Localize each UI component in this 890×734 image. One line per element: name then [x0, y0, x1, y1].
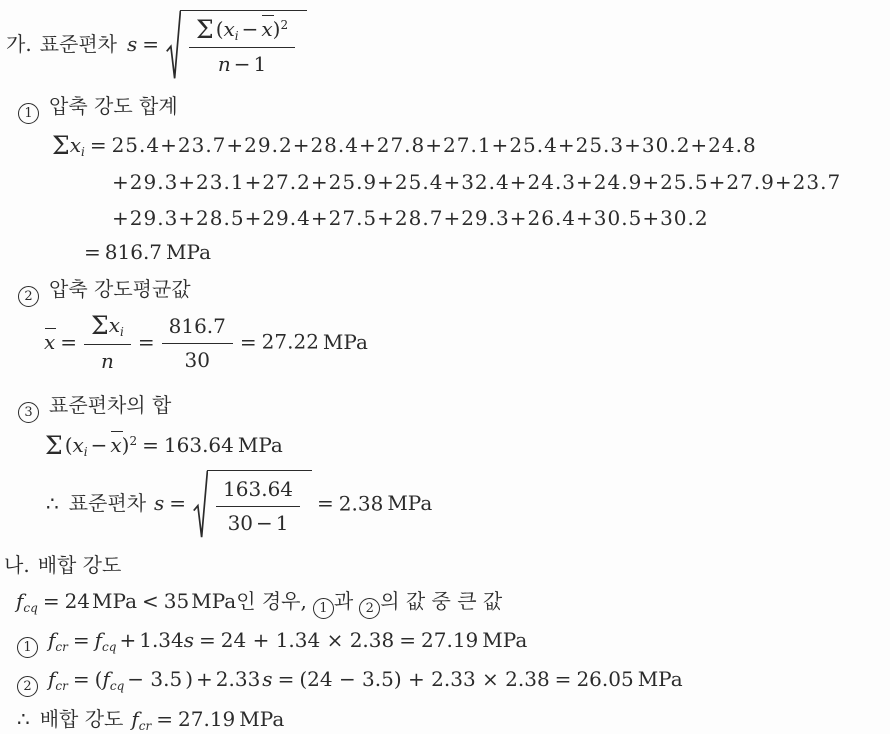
minus-sign: − [256, 510, 273, 535]
equals-sign: = [169, 491, 187, 516]
equals-sign: = [317, 491, 334, 516]
var-s: s [154, 491, 165, 516]
condition-text-2: 과 [333, 588, 354, 613]
equals-sign: = [399, 627, 417, 652]
x-bar: x [110, 432, 122, 457]
line-stddev-definition [6, 10, 890, 81]
line-stddev-conclusion [46, 470, 890, 540]
circled-number-2: 2 [359, 598, 380, 619]
unit-mpa: MPa [482, 627, 528, 652]
open-paren: ( [94, 666, 103, 691]
line-item3-title [18, 392, 890, 423]
equals-sign: = [554, 666, 572, 691]
section-b-title: 배합 강도 [37, 552, 122, 577]
var-x: x [72, 432, 84, 457]
var-x: x [69, 133, 81, 158]
circled-number-1: 1 [17, 637, 38, 658]
equals-sign: = [72, 666, 90, 691]
unit-mpa: MPa [637, 666, 683, 691]
radical-sign-icon [193, 470, 208, 540]
unit-mpa: MPa [322, 329, 368, 354]
fraction-numerator [84, 311, 131, 343]
equals-sign: = [72, 627, 90, 652]
circled-number-2: 2 [17, 676, 38, 697]
sum-values-line2: +29.3+23.1+27.2+25.9+25.4+32.4+24.3+24.9+25.5+27.9+23.7 [112, 170, 842, 195]
case1-result: 27.19 [421, 627, 479, 652]
var-f: f [131, 706, 139, 731]
var-f: f [16, 588, 24, 613]
equals-sign: = [239, 329, 257, 354]
var-s: s [262, 666, 273, 691]
line-sum-values-2 [112, 169, 890, 196]
unit-mpa: MPa [92, 588, 137, 613]
line-deviation-sum [45, 432, 890, 460]
subscript-cq: cq [102, 639, 117, 654]
sqrt-expression [166, 10, 307, 81]
var-s: s [126, 32, 138, 57]
var-s: s [183, 627, 195, 652]
equals-sign: = [199, 627, 216, 652]
line-sum-total [84, 239, 890, 266]
circled-number-1: 1 [18, 103, 39, 124]
subscript-i: i [234, 29, 239, 43]
unit-mpa: MPa [239, 706, 285, 731]
open-paren: ( [215, 17, 224, 41]
superscript-2: 2 [129, 433, 138, 448]
final-result: 27.19 [178, 706, 236, 731]
deviation-sum-value: 163.64 [163, 432, 234, 457]
x-bar: x [44, 329, 56, 354]
calculation: 24 + 1.34 × 2.38 [220, 627, 395, 652]
x-bar: x [261, 17, 273, 41]
line-sum-values-3 [112, 205, 890, 232]
var-x: x [223, 17, 235, 41]
item3-title: 표준편차의 합 [49, 392, 172, 417]
value-35: 35 [163, 588, 190, 613]
fraction-numerator: 163.64 [223, 476, 294, 501]
radicand [207, 470, 312, 540]
equals-sign: = [142, 32, 159, 57]
line-item2-title [18, 276, 890, 307]
fraction [216, 475, 300, 538]
minus-term: − 3.5 [127, 666, 183, 691]
subscript-cr: cr [55, 639, 68, 654]
number-30: 30 [227, 510, 254, 535]
fraction-numerator: 816.7 [168, 313, 226, 338]
equals-sign: = [60, 329, 78, 354]
subscript-i: i [120, 325, 124, 340]
unit-mpa: MPa [237, 432, 283, 457]
fraction-denominator [189, 47, 295, 79]
item2-title: 압축 강도평균값 [49, 277, 191, 302]
fraction [162, 312, 233, 375]
section-b-label: 나. [4, 552, 30, 577]
equals-sign: = [42, 588, 60, 613]
case2-result: 26.05 [576, 666, 634, 691]
minus-sign: − [90, 432, 108, 457]
var-x: x [108, 313, 121, 338]
sigma-symbol: Σ [52, 131, 70, 161]
plus-sign: + [119, 627, 137, 652]
sum-values-line1: 25.4+23.7+29.2+28.4+27.8+27.1+25.4+25.3+30.2+24.8 [111, 133, 757, 158]
close-paren: ) [185, 666, 193, 691]
sqrt-expression [193, 470, 312, 540]
line-mean-calculation [44, 311, 890, 375]
section-a-label: 가. [6, 32, 32, 57]
line-sum-values-1 [52, 132, 890, 160]
mean-result: 27.22 [261, 329, 319, 354]
equals-sign: = [137, 329, 155, 354]
item1-title: 압축 강도 합계 [49, 94, 178, 119]
var-f: f [94, 627, 103, 652]
line-case1 [17, 627, 890, 658]
number-one: 1 [253, 52, 267, 77]
superscript-2: 2 [280, 18, 289, 32]
line-final-conclusion [17, 706, 890, 734]
equals-sign: = [84, 240, 101, 265]
fraction [84, 311, 131, 375]
stddev-label: 표준편차 [68, 491, 147, 516]
unit-mpa: MPa [166, 240, 211, 265]
calculation: (24 − 3.5) + 2.33 × 2.38 [299, 666, 550, 691]
value-24: 24 [64, 588, 91, 613]
fraction-denominator: 30 [162, 343, 233, 375]
number-one: 1 [275, 510, 289, 535]
close-paren: ) [121, 432, 130, 457]
fraction-numerator [189, 15, 295, 47]
subscript-i: i [83, 444, 88, 459]
subscript-cr: cr [55, 678, 68, 693]
radical-sign-icon [166, 10, 181, 81]
radicand [180, 10, 307, 81]
coefficient: 2.33 [215, 666, 261, 691]
var-f: f [48, 666, 56, 691]
fraction-denominator: n [84, 344, 131, 376]
minus-sign: − [241, 17, 259, 41]
equals-sign: = [156, 706, 174, 731]
section-a-title: 표준편차 [39, 32, 117, 57]
less-than-sign: < [142, 588, 159, 613]
condition-text-3: 의 값 중 큰 값 [380, 588, 503, 613]
line-section-b-title [4, 552, 890, 579]
fraction-denominator [216, 506, 300, 538]
var-f: f [48, 627, 56, 652]
unit-mpa: MPa [387, 491, 433, 516]
circled-number-1: 1 [313, 598, 334, 619]
sum-values-line3: +29.3+28.5+29.4+27.5+28.7+29.3+26.4+30.5+30.2 [112, 206, 709, 231]
subscript-cq: cq [23, 600, 38, 615]
fraction [189, 15, 295, 79]
subscript-i: i [80, 145, 85, 160]
mix-strength-label: 배합 강도 [39, 706, 124, 731]
equals-sign: = [89, 133, 107, 158]
circled-number-3: 3 [18, 402, 39, 423]
subscript-cq: cq [109, 678, 125, 693]
unit-mpa: MPa [191, 588, 237, 613]
sum-total-value: 816.7 [104, 240, 163, 265]
sigma-symbol: Σ [91, 311, 109, 341]
plus-sign: + [196, 666, 213, 691]
equals-sign: = [142, 432, 159, 457]
line-item1-title [18, 93, 890, 124]
sigma-symbol: Σ [196, 15, 214, 44]
circled-number-2: 2 [18, 286, 39, 307]
sigma-symbol: Σ [45, 430, 63, 460]
therefore-symbol: ∴ [17, 706, 30, 731]
stddev-result: 2.38 [338, 491, 384, 516]
condition-text-1: 인 경우, [236, 588, 307, 613]
line-case2 [17, 666, 890, 697]
var-f: f [102, 666, 110, 691]
minus-sign: − [233, 52, 251, 77]
coefficient: 1.34 [139, 627, 184, 652]
equals-sign: = [277, 666, 295, 691]
close-paren: ) [272, 17, 281, 41]
var-n: n [217, 52, 231, 77]
line-condition [16, 588, 890, 619]
subscript-cr: cr [138, 718, 152, 733]
therefore-symbol: ∴ [46, 491, 59, 516]
open-paren: ( [64, 432, 73, 457]
